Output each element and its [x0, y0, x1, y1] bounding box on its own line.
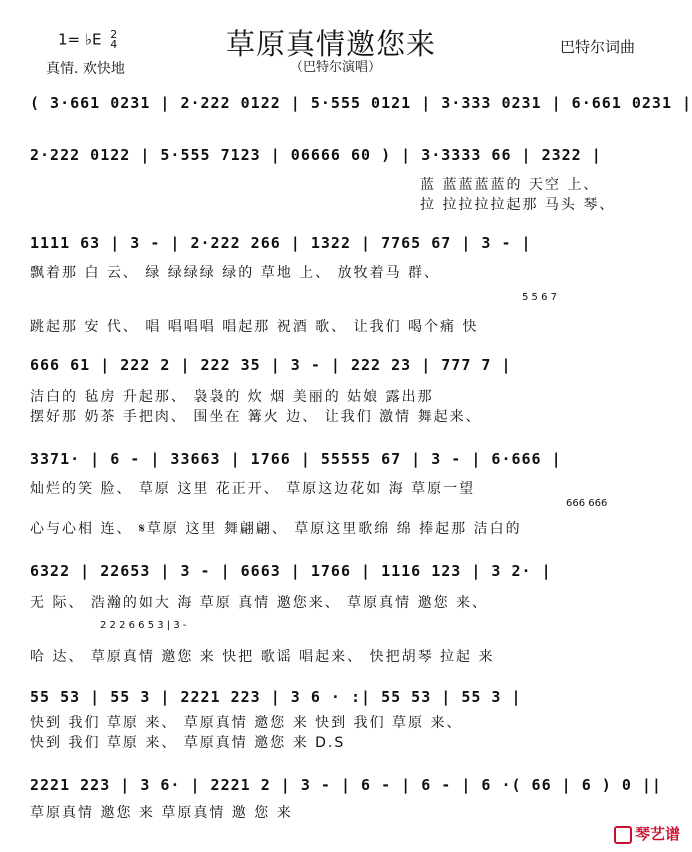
lyrics-row-8-line-1: 草原真情 邀您 来 草原真情 邀 您 来 [30, 805, 293, 821]
lyrics-row-3-line-1: 飘着那 白 云、 绿 绿绿绿 绿的 草地 上、 放牧着马 群、 [30, 265, 441, 281]
logo-icon [614, 826, 632, 844]
lyrics-row-5-line-1: 灿烂的笑 脸、 草原 这里 花正开、 草原这边花如 海 草原一望 [30, 481, 476, 497]
melody-row-8: 2221 223 | 3 6· | 2221 2 | 3 - | 6 - | 6 - | 6 ·( 66 | 6 ) 0 || [30, 776, 662, 794]
melody-row-5: 3371· | 6 - | 33663 | 1766 | 55555 67 | 3 - | 6·666 | [30, 450, 562, 468]
lyrics-row-4-line-1: 洁白的 毡房 升起那、 袅袅的 炊 烟 美丽的 姑娘 露出那 [30, 389, 434, 405]
melody-row-4: 666 61 | 222 2 | 222 35 | 3 - | 222 23 | 777 7 | [30, 356, 512, 374]
small-notes-row-5: 666 666 [566, 498, 608, 509]
lyrics-row-3-line-2: 跳起那 安 代、 唱 唱唱唱 唱起那 祝酒 歌、 让我们 喝个痛 快 [30, 319, 479, 335]
site-logo [614, 823, 680, 844]
key-signature [58, 30, 117, 50]
small-notes-row-6: 2 2 2 6 6 5 3 | 3 - [100, 620, 187, 631]
melody-row-3: 1111 63 | 3 - | 2·222 266 | 1322 | 7765 67 | 3 - | [30, 234, 532, 252]
lyrics-row-2-line-1: 蓝 蓝蓝蓝蓝的 天空 上、 [420, 177, 600, 193]
melody-row-2: 2·222 0122 | 5·555 7123 | 06666 60 ) | 3·3333 66 | 2322 | [30, 146, 602, 164]
melody-row-1: ( 3·661 0231 | 2·222 0122 | 5·555 0121 | 3·333 0231 | 6·661 0231 | [30, 94, 692, 112]
time-sig-top: 2 [110, 28, 118, 41]
page-title: 草原真情邀您来 [226, 27, 437, 61]
time-signature [110, 30, 117, 50]
lyrics-row-6-line-2: 哈 达、 草原真情 邀您 来 快把 歌谣 唱起来、 快把胡琴 拉起 来 [30, 649, 495, 665]
small-notes-row-3: 5 5 6 7 [522, 292, 557, 303]
time-sig-bottom: 4 [110, 38, 118, 51]
lyrics-row-7-line-2: 快到 我们 草原 来、 草原真情 邀您 来 D.S [30, 735, 346, 751]
tempo-marking: 真情. 欢快地 [46, 61, 125, 77]
lyrics-row-5-line-2: 心与心相 连、 𝄋草原 这里 舞翩翩、 草原这里歌绵 绵 捧起那 洁白的 [30, 521, 522, 537]
logo-text: 琴艺谱 [634, 825, 680, 843]
lyrics-row-4-line-2: 摆好那 奶茶 手把肉、 围坐在 篝火 边、 让我们 激情 舞起来、 [30, 409, 482, 425]
composer-credit: 巴特尔词曲 [560, 38, 636, 56]
singer-credit: （巴特尔演唱） [290, 60, 382, 75]
lyrics-row-2-line-2: 拉 拉拉拉拉起那 马头 琴、 [420, 197, 616, 213]
lyrics-row-7-line-1: 快到 我们 草原 来、 草原真情 邀您 来 快到 我们 草原 来、 [30, 715, 463, 731]
key-text: 1= ♭E [58, 30, 102, 49]
melody-row-7: 55 53 | 55 3 | 2221 223 | 3 6 · :| 55 53 | 55 3 | [30, 688, 522, 706]
lyrics-row-6-line-1: 无 际、 浩瀚的如大 海 草原 真情 邀您来、 草原真情 邀您 来、 [30, 595, 489, 611]
melody-row-6: 6322 | 22653 | 3 - | 6663 | 1766 | 1116 123 | 3 2· | [30, 562, 552, 580]
